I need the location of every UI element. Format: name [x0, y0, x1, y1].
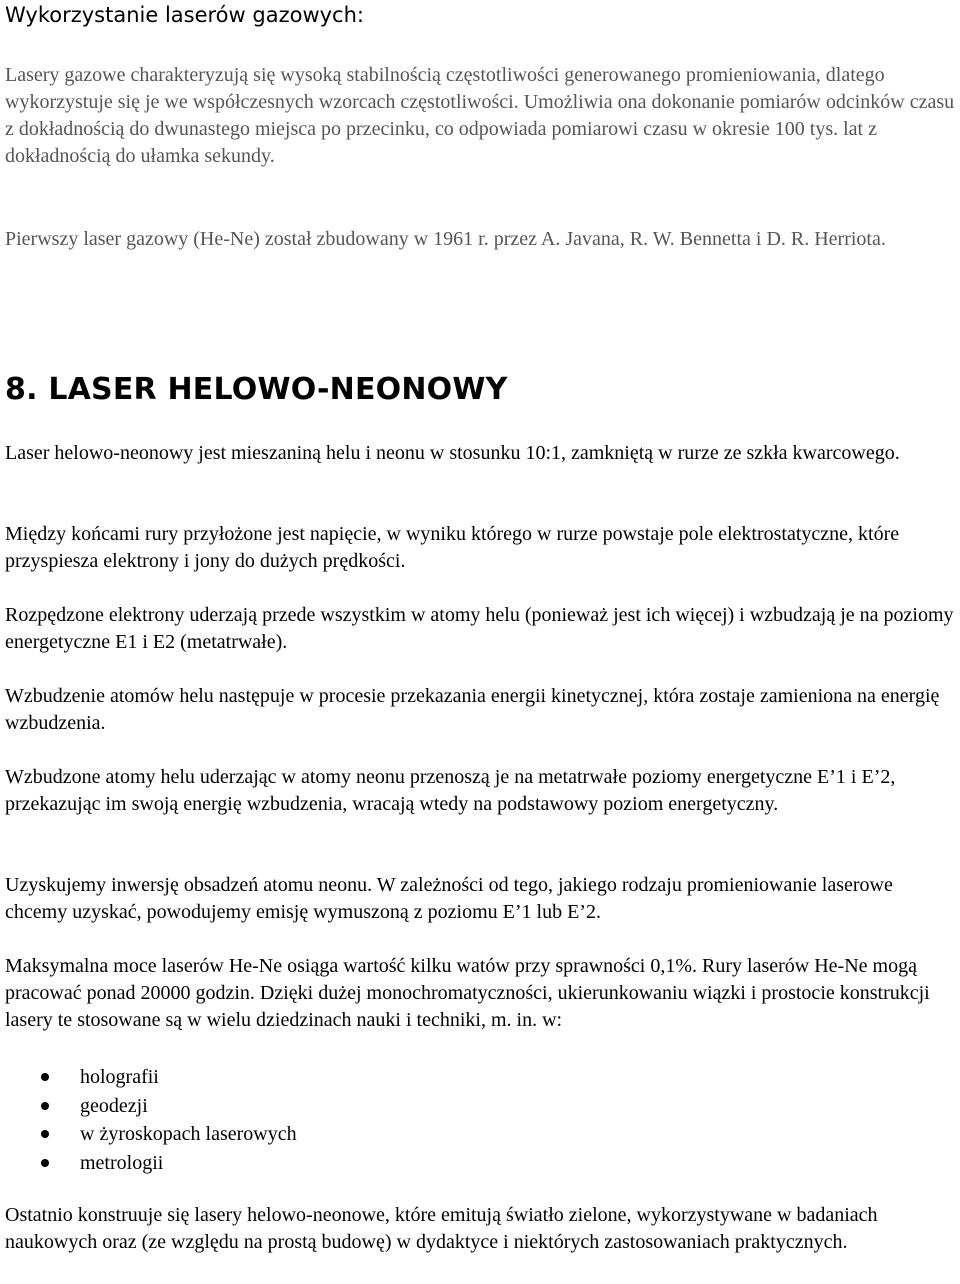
list-item-label: w żyroskopach laserowych	[80, 1123, 297, 1146]
list-item	[5, 1092, 297, 1121]
list-item	[5, 1120, 297, 1149]
bullet-icon	[41, 1073, 49, 1081]
chapter-heading: 8. LASER HELOWO-NEONOWY	[5, 372, 508, 407]
list-item-label: metrologii	[80, 1152, 164, 1175]
section-title: Wykorzystanie laserów gazowych:	[5, 3, 364, 27]
body-paragraph: Rozpędzone elektrony uderzają przede wszystkim w atomy helu (ponieważ jest ich więcej) i wzbudzają je na poziomy energetyczne E1 i E2 (metatrwałe).	[5, 604, 954, 653]
body-paragraph: Między końcami rury przyłożone jest napięcie, w wyniku którego w rurze powstaje pole elektrostatyczne, które przyspiesza elektrony i jony do dużych prędkości.	[5, 523, 900, 572]
list-item-label: geodezji	[80, 1094, 148, 1117]
list-item	[5, 1149, 297, 1178]
body-paragraph: Maksymalna moce laserów He-Ne osiąga wartość kilku watów przy sprawności 0,1%. Rury laserów He-Ne mogą pracować ponad 20000 godzin. Dzięki dużej monochromatyczności, ukierunkowaniu wiązki i prostocie konstrukcji lasery te stosowane są w wielu dziedzinach nauki i techniki, m. in. w:	[5, 955, 930, 1031]
closing-paragraph: Ostatnio konstruuje się lasery helowo-neonowe, które emitują światło zielone, wykorzystywane w badaniach naukowych oraz (ze względu na prostą budowę) w dydaktyce i niektórych zastosowaniach praktycznych.	[5, 1204, 878, 1253]
body-paragraph: Uzyskujemy inwersję obsadzeń atomu neonu. W zależności od tego, jakiego rodzaju promieniowanie laserowe chcemy uzyskać, powodujemy emisję wymuszoną z poziomu E’1 lub E’2.	[5, 874, 893, 923]
bullet-icon	[41, 1102, 49, 1110]
intro-paragraph: Lasery gazowe charakteryzują się wysoką stabilnością częstotliwości generowanego promieniowania, dlatego wykorzystuje się je we współczesnych wzorcach częstotliwości. Umożliwia ona dokonanie pomiarów odcinków czasu z dokładnością do dwunastego miejsca po przecinku, co odpowiada pomiarowi czasu w okresie 100 tys. lat z dokładnością do ułamka sekundy.	[5, 64, 955, 167]
list-item-label: holografii	[80, 1066, 159, 1088]
bullet-icon	[41, 1130, 49, 1138]
body-paragraph: Wzbudzenie atomów helu następuje w procesie przekazania energii kinetycznej, która zostaje zamieniona na energię wzbudzenia.	[5, 685, 940, 734]
applications-list	[5, 1063, 297, 1178]
body-paragraph: Laser helowo-neonowy jest mieszaniną helu i neonu w stosunku 10:1, zamkniętą w rurze ze szkła kwarcowego.	[5, 442, 900, 464]
list-item	[5, 1063, 297, 1092]
history-paragraph: Pierwszy laser gazowy (He-Ne) został zbudowany w 1961 r. przez A. Javana, R. W. Bennetta i D. R. Herriota.	[5, 228, 886, 250]
body-paragraph: Wzbudzone atomy helu uderzając w atomy neonu przenoszą je na metatrwałe poziomy energetyczne E’1 i E’2, przekazując im swoją energię wzbudzenia, wracają wtedy na podstawowy poziom energetyczny.	[5, 766, 896, 815]
bullet-icon	[41, 1159, 49, 1167]
